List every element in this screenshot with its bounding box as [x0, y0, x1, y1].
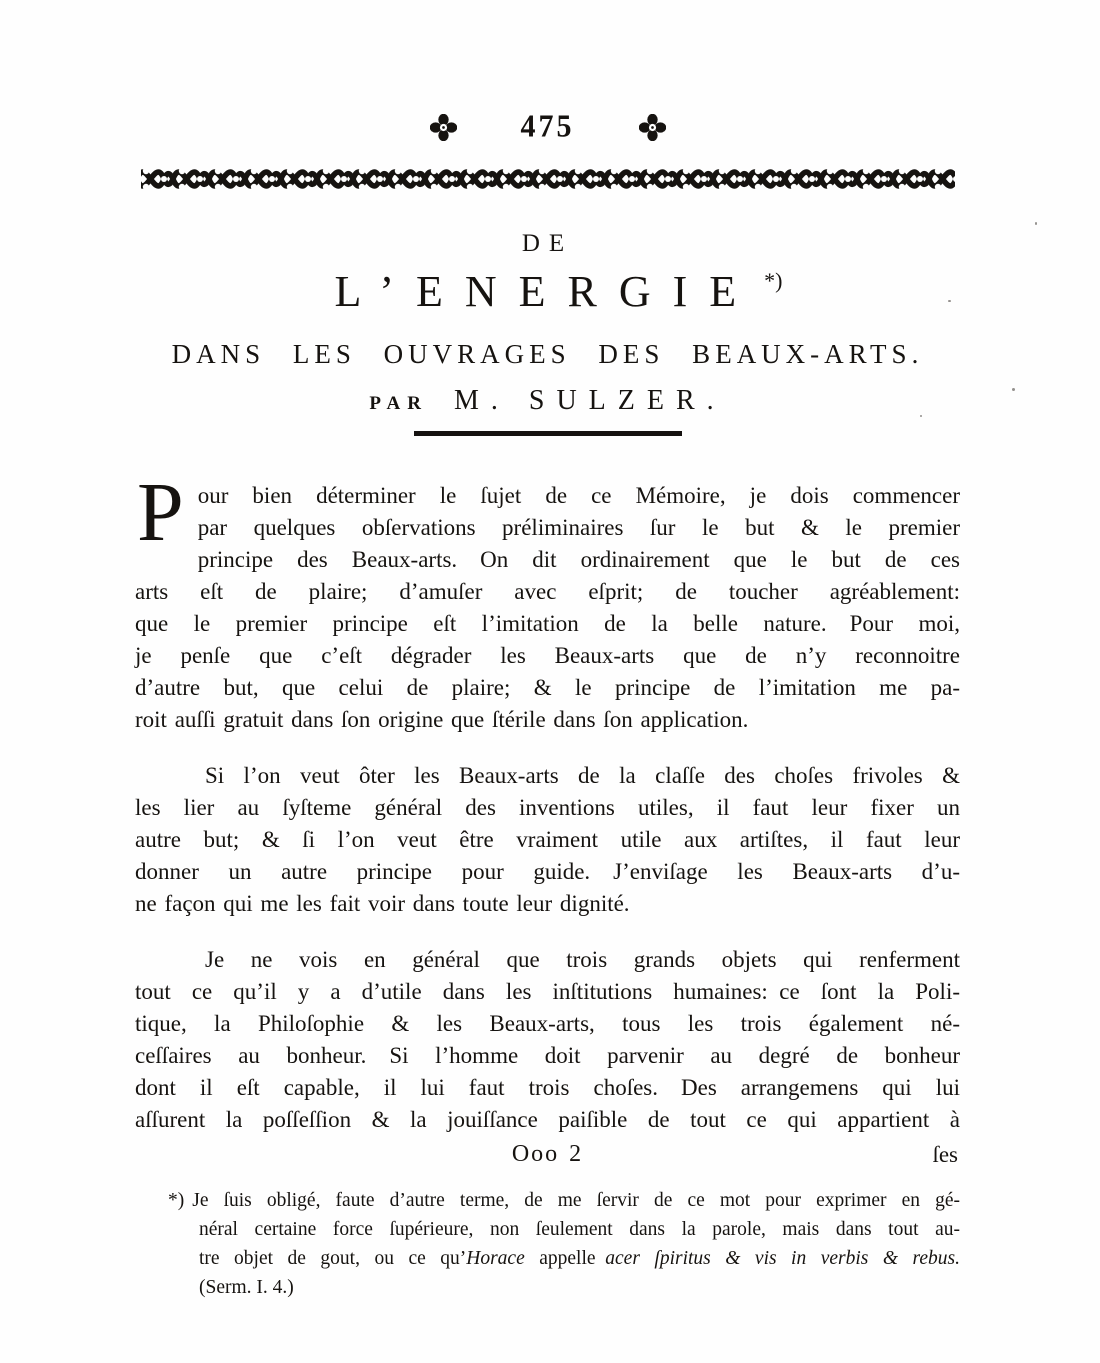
text-line: les lier au ſyſteme général des inventions utiles, il faut leur fixer un: [135, 795, 960, 820]
byline-author: M. SULZER.: [453, 385, 726, 416]
footnote-mark: *): [168, 1190, 185, 1211]
footnote-text: Je ſuis obligé, faute d’autre terme, de me ſervir de ce mot pour exprimer en gé-: [192, 1190, 960, 1211]
paragraph-3: [135, 944, 960, 1136]
braided-chain-ornament: [135, 162, 960, 196]
footnote-italic-name: Horace: [466, 1248, 525, 1269]
text-line: principe des Beaux-arts. On dit ordinairement que le but de ces: [197, 547, 960, 572]
paragraph-2: [135, 760, 960, 920]
title-kicker: DE: [521, 230, 574, 257]
text-line: aſſurent la poſſeſſion & la jouiſſance paiſible de tout ce qui appartient à: [135, 1107, 960, 1132]
title-rule: [414, 431, 682, 436]
scan-speckle: [920, 415, 922, 417]
drop-cap: P: [137, 466, 184, 559]
title-main: [135, 266, 960, 317]
text-line: par quelques obſervations préliminaires ſur le but & le premier: [197, 515, 960, 540]
rosette-ornament-left-icon: [430, 114, 457, 141]
text-line: roit auſſi gratuit dans ſon origine que ſtérile dans ſon application.: [135, 707, 749, 732]
text-line: Si l’on veut ôter les Beaux-arts de la claſſe des choſes frivoles &: [205, 763, 960, 788]
text-line: donner un autre principe pour guide. J’enviſage les Beaux-arts d’u-: [135, 859, 960, 884]
title-subtitle: DANS LES OUVRAGES DES BEAUX-ARTS.: [171, 339, 924, 369]
scan-speckle: [1012, 388, 1015, 391]
page-header: [135, 108, 960, 146]
text-line: autre but; & ſi l’on veut être vraiment utile aux artiſtes, il faut leur: [135, 827, 960, 852]
footnote: [135, 1186, 960, 1302]
page-number: 475: [520, 109, 575, 144]
footnote-text: appelle: [524, 1248, 606, 1269]
text-line: ceſſaires au bonheur. Si l’homme doit parvenir au degré de bonheur: [135, 1043, 960, 1068]
text-line: tique, la Philoſophie & les Beaux-arts, tous les trois également né-: [135, 1011, 960, 1036]
text-line: je penſe que c’eſt dégrader les Beaux-arts que de n’y reconnoitre: [135, 643, 960, 668]
gathering-signature: Ooo 2: [511, 1141, 584, 1167]
text-line: Je ne vois en général que trois grands objets qui renferment: [205, 947, 960, 972]
footnote-line: (Serm. I. 4.): [199, 1277, 294, 1298]
paragraph-1: [135, 466, 960, 736]
text-line: que le premier principe eſt l’imitation de la belle nature. Pour moi,: [135, 611, 960, 636]
title-main-text: L’ENERGIE: [334, 267, 759, 316]
catchword: ſes: [932, 1142, 958, 1167]
footnote-italic-quote: acer ſpiritus & vis in verbis & rebus.: [605, 1248, 960, 1269]
text-line: tout ce qu’il y a d’utile dans les inſtitutions humaines: ce ſont la Poli-: [135, 979, 960, 1004]
text-line: arts eſt de plaire; d’amuſer avec eſprit; de toucher agréablement:: [135, 579, 960, 604]
footnote-line: néral certaine force ſupérieure, non ſeulement dans la parole, mais dans tout au-: [199, 1219, 960, 1240]
text-line: d’autre but, que celui de plaire; & le principe de l’imitation me pa-: [135, 675, 960, 700]
title-footnote-mark: *): [764, 268, 783, 293]
text-line: our bien déterminer le ſujet de ce Mémoire, je dois commencer: [197, 483, 960, 508]
rosette-ornament-right-icon: [639, 114, 666, 141]
footnote-text: tre objet de gout, ou ce qu’: [199, 1248, 467, 1269]
byline-par-label: PAR: [369, 393, 428, 414]
scan-speckle: [1035, 222, 1037, 225]
text-line: dont il eſt capable, il lui faut trois choſes. Des arrangemens qui lui: [135, 1075, 960, 1100]
essay-body: [135, 466, 960, 1172]
byline: [135, 385, 960, 417]
signature-line: [135, 1138, 960, 1172]
scan-speckle: [948, 300, 951, 302]
footnote-line: [199, 1244, 960, 1273]
footnote-line: [168, 1186, 960, 1215]
text-line: ne façon qui me les fait voir dans toute leur dignité.: [135, 891, 630, 916]
